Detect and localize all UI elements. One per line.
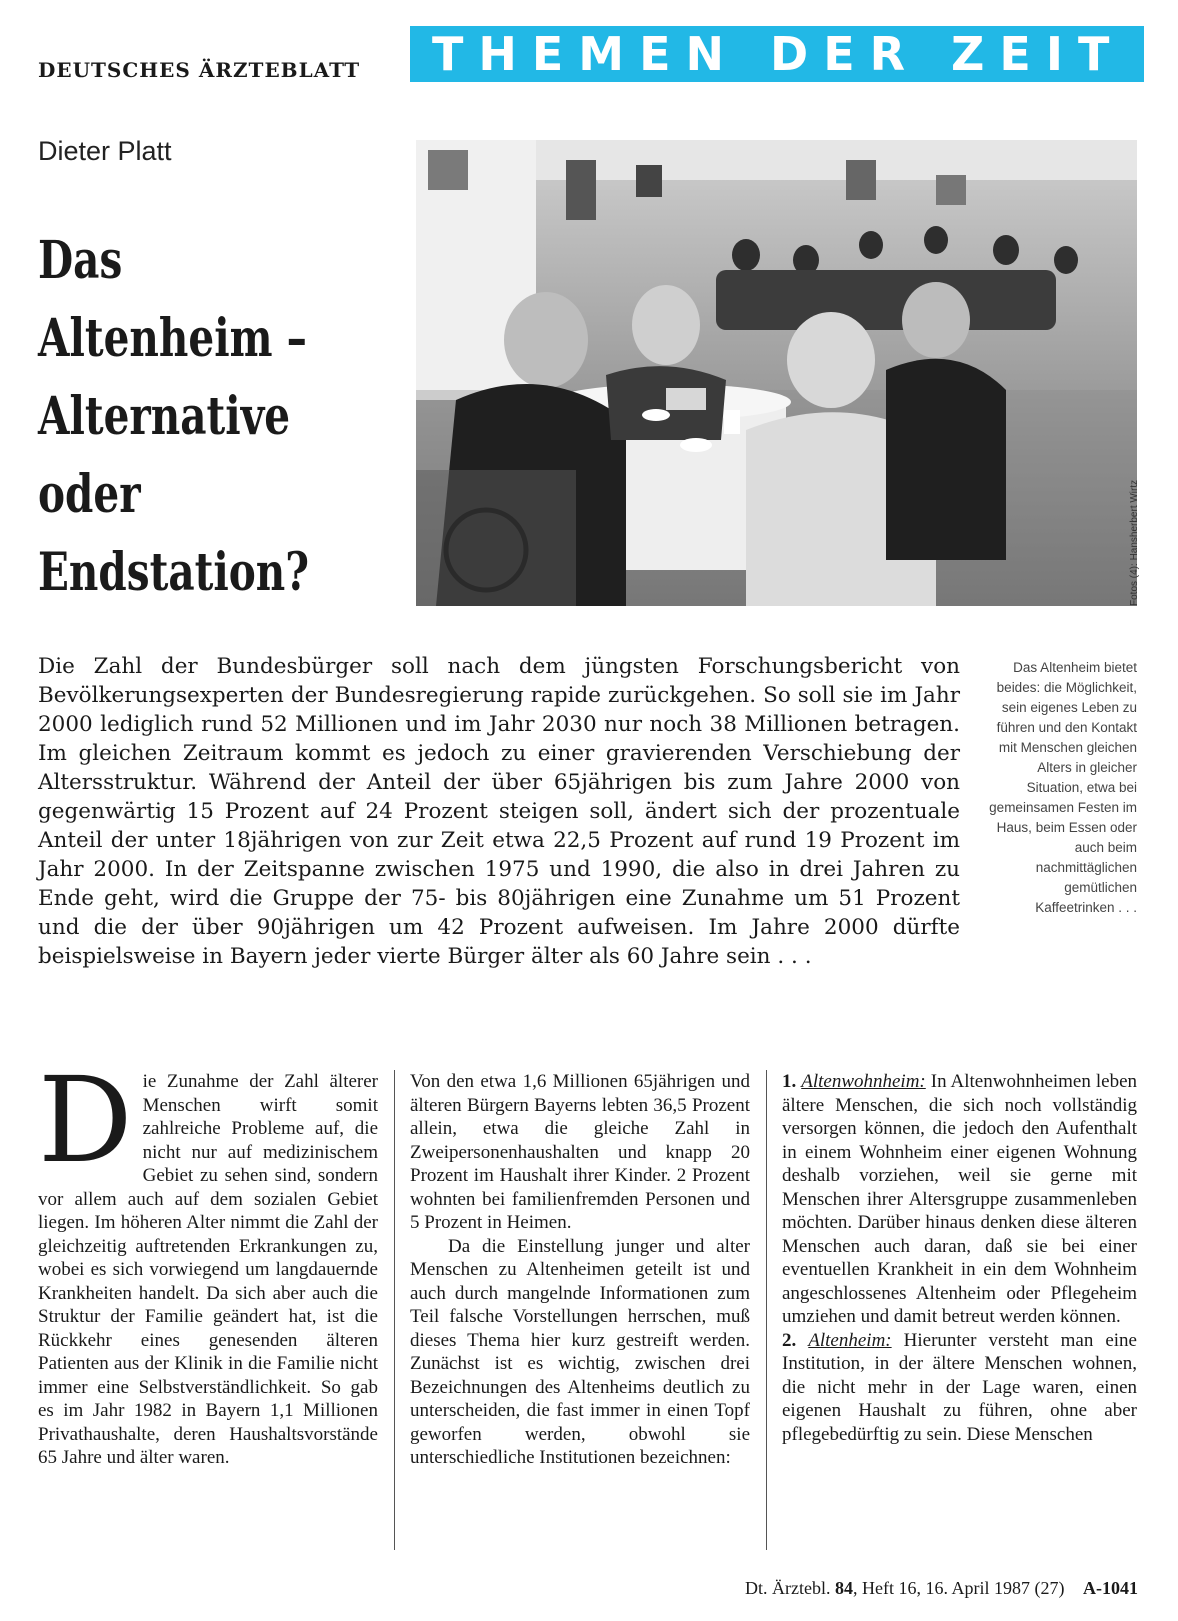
journal-name: DEUTSCHES ÄRZTEBLATT [38, 58, 361, 82]
lead-paragraph: Die Zahl der Bundesbürger soll nach dem jüngsten Forschungsbericht von Bevölkerungsexperten der Bundesregierung rapide zurückgehen. So soll sie im Jahr 2000 lediglich rund 52 Millionen und im Jahr 2030 nur noch 38 Millionen betragen. Im gleichen Zeitraum kommt es jedoch zu einer gravierenden Verschiebung der Altersstruktur. Während der Anteil der über 65jährigen bis zum Jahre 2000 von gegenwärtig 15 Prozent auf 24 Prozent steigen soll, ändert sich der prozentuale Anteil der unter 18jährigen von zur Zeit etwa 22,5 Prozent auf rund 19 Prozent im Jahr 2000. In der Zeitspanne zwischen 1975 und 1990, die also in drei Jahren zu Ende geht, wird die Gruppe der 75- bis 80jährigen eine Zunahme um 51 Prozent und die der über 90jährigen um 42 Prozent aufweisen. Im Jahre 2000 dürfte beispielsweise in Bayern jeder vierte Bürger älter als 60 Jahre sein . . . [38, 654, 960, 969]
article-title [38, 222, 319, 612]
title-line: oder [38, 464, 141, 525]
footer-journal: Dt. Ärztebl. [745, 1578, 831, 1598]
title-line: Endstation? [38, 542, 310, 603]
footer-volume: 84 [835, 1578, 854, 1598]
body-paragraph: Von den etwa 1,6 Millionen 65jährigen und älteren Bürgern Bayerns lebten 36,5 Prozent allein, etwa die gleiche Zahl in Zweipersonenhaushalten und knapp 20 Prozent im Haushalt ihrer Kinder. 2 Prozent wohnten bei familienfremden Personen und 5 Prozent in Heimen. [410, 1071, 750, 1233]
definition-item [782, 1329, 1137, 1447]
photo-credit: Fotos (4): Hansherbert Wirtz [1129, 479, 1140, 606]
body-column-1 [38, 1051, 378, 1470]
author-name: Dieter Platt [38, 136, 172, 166]
photo-nursing-home-dining-room [416, 140, 1137, 606]
column-divider [766, 1070, 767, 1550]
paragraph-text: ie Zunahme der Zahl älterer Menschen wirft somit zahlreiche Probleme auf, die nicht nur auf medizinischem Gebiet zu sehen sind, sondern vor allem auch auf dem sozialen Gebiet liegen. Im höheren Alter nimmt die Zahl der gleichzeitig auftretenden Erkrankungen zu, wobei es sich vorwiegend um langdauernde Krankheiten handelt. Da sich aber auch die Struktur der Familie geändert hat, ist die Rückkehr eines genesenden älteren Patienten aus der Klinik in die Familie nicht immer eine Selbstverständlichkeit. So gab es im Jahr 1982 in Bayern 1,1 Millionen Privathaushalte, deren Haushaltsvorstände 65 Jahre und älter waren. [38, 1071, 378, 1468]
item-term: Altenheim: [808, 1329, 892, 1351]
body-column-2 [410, 1070, 750, 1470]
body-column-3 [782, 1070, 1137, 1446]
body-paragraph: Da die Einstellung junger und alter Menschen zu Altenheimen geteilt ist und auch durch mangelnde Informationen zum Teil falsche Vorstellungen herrschen, muß dieses Thema hier kurz gestreift werden. Zunächst ist es wichtig, zwischen drei Bezeichnungen des Altenheims deutlich zu unterscheiden, die fast immer in einen Topf geworfen werden, obwohl sie unterschiedliche Institutionen bezeichnen: [410, 1235, 750, 1468]
photo-caption: Das Altenheim bietet beides: die Möglichkeit, sein eigenes Leben zu führen und den Kontakt mit Menschen gleichen Alters in gleicher Situation, etwa bei gemeinsamen Festen im Haus, beim Essen oder auch beim nachmittäglichen gemütlichen Kaffeetrinken . . . [989, 660, 1137, 915]
item-number: 1. [782, 1071, 797, 1092]
title-line: Das [38, 230, 123, 291]
page-footer [745, 1578, 1138, 1599]
section-title: THEMEN DER ZEIT [432, 27, 1125, 81]
body-paragraph [38, 1051, 378, 1470]
drop-cap: D [38, 1051, 133, 1189]
item-text: Hierunter versteht man eine Institution, in der ältere Menschen wohnen, die nicht mehr in der Lage waren, einen eigenen Haushalt zu führen, ohne aber pflegebedürftig zu sein. Diese Menschen [782, 1329, 1137, 1445]
footer-issue: , Heft 16, 16. April 1987 (27) [853, 1578, 1065, 1598]
title-line: Alternative [38, 386, 291, 447]
section-banner [410, 26, 1144, 82]
page-number: A-1041 [1083, 1578, 1138, 1598]
item-term: Altenwohnheim: [801, 1071, 926, 1092]
definition-item [782, 1070, 1137, 1329]
item-text: In Altenwohnheimen leben ältere Menschen, die sich noch vollständig versorgen können, die jedoch den Aufenthalt in einem Wohnheim einer eigenen Wohnung deshalb vorziehen, weil sie gerne mit Menschen ihrer Altersgruppe zusammenleben möchten. Darüber hinaus denken diese älteren Menschen auch daran, daß sie bei einer eventuellen Krankheit in ein dem Wohnheim angeschlossenes Altenheim oder Pflegeheim umziehen und damit betreut werden können. [782, 1071, 1137, 1327]
column-divider [394, 1070, 395, 1550]
photo-illustration [416, 140, 1137, 606]
item-number: 2. [782, 1329, 797, 1351]
title-line: Altenheim – [38, 308, 307, 369]
